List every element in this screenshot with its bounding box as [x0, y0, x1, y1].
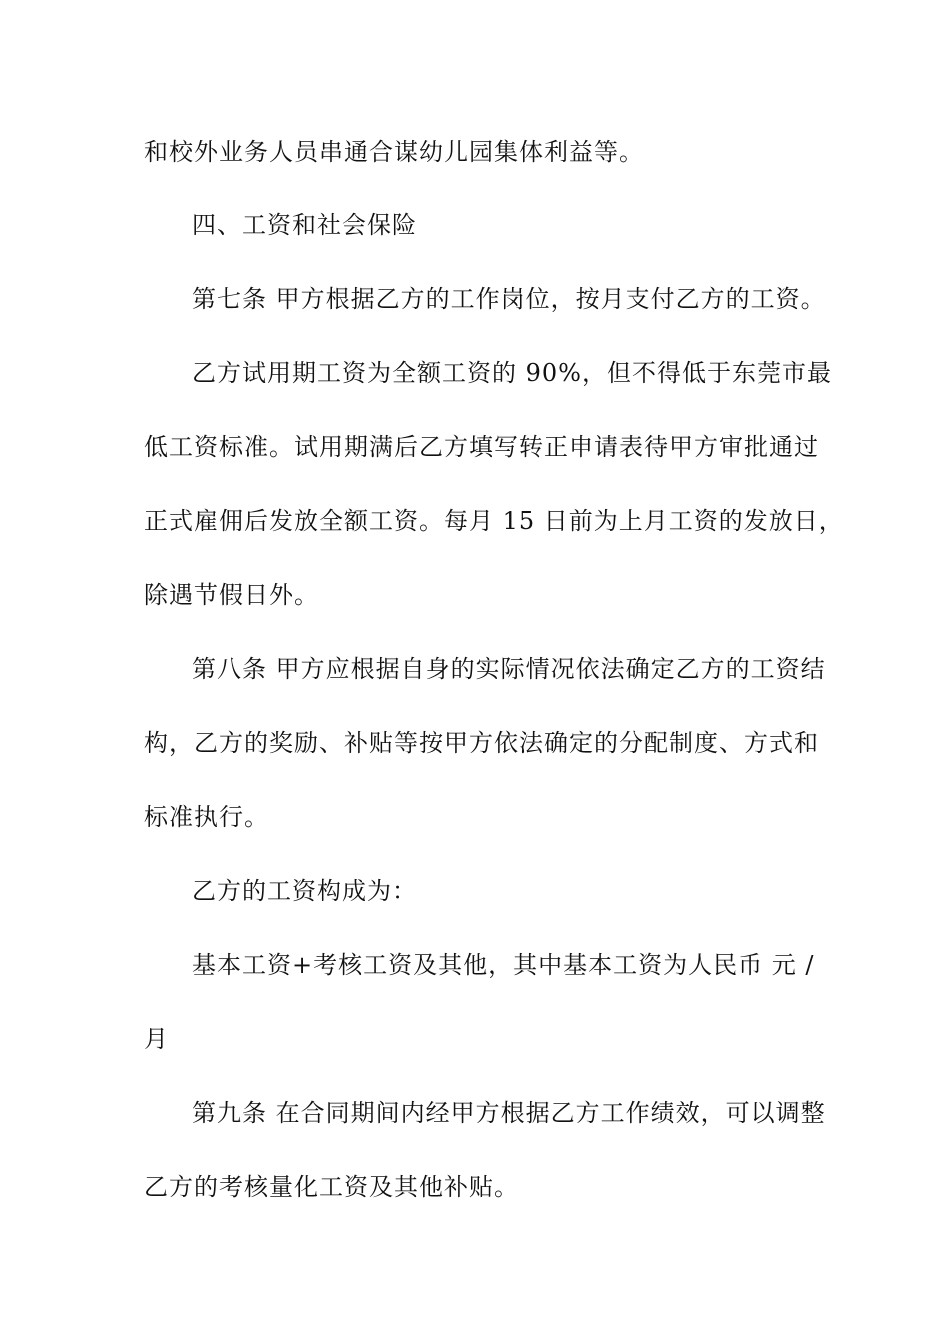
paragraph-line: 构，乙方的奖励、补贴等按甲方依法确定的分配制度、方式和: [144, 729, 819, 757]
paragraph-line: 标准执行。: [144, 803, 269, 831]
paragraph-line: 乙方的工资构成为：: [192, 877, 417, 905]
article-7-line: 第七条 甲方根据乙方的工作岗位，按月支付乙方的工资。: [192, 285, 826, 313]
article-9-line: 第九条 在合同期间内经甲方根据乙方工作绩效，可以调整: [192, 1099, 826, 1127]
paragraph-line: 正式雇佣后发放全额工资。每月 15 日前为上月工资的发放日，: [144, 507, 844, 535]
paragraph-line: 基本工资+考核工资及其他，其中基本工资为人民币 元 /: [192, 951, 815, 979]
paragraph-line: 低工资标准。试用期满后乙方填写转正申请表待甲方审批通过: [144, 433, 819, 461]
section-heading: 四、工资和社会保险: [192, 211, 417, 239]
paragraph-line: 月: [144, 1025, 169, 1053]
paragraph-line: 乙方的考核量化工资及其他补贴。: [144, 1173, 519, 1201]
article-8-line: 第八条 甲方应根据自身的实际情况依法确定乙方的工资结: [192, 655, 826, 683]
paragraph-line: 除遇节假日外。: [144, 581, 319, 609]
paragraph-line: 和校外业务人员串通合谋幼儿园集体利益等。: [144, 138, 644, 166]
paragraph-line: 乙方试用期工资为全额工资的 90%，但不得低于东莞市最: [192, 359, 832, 387]
